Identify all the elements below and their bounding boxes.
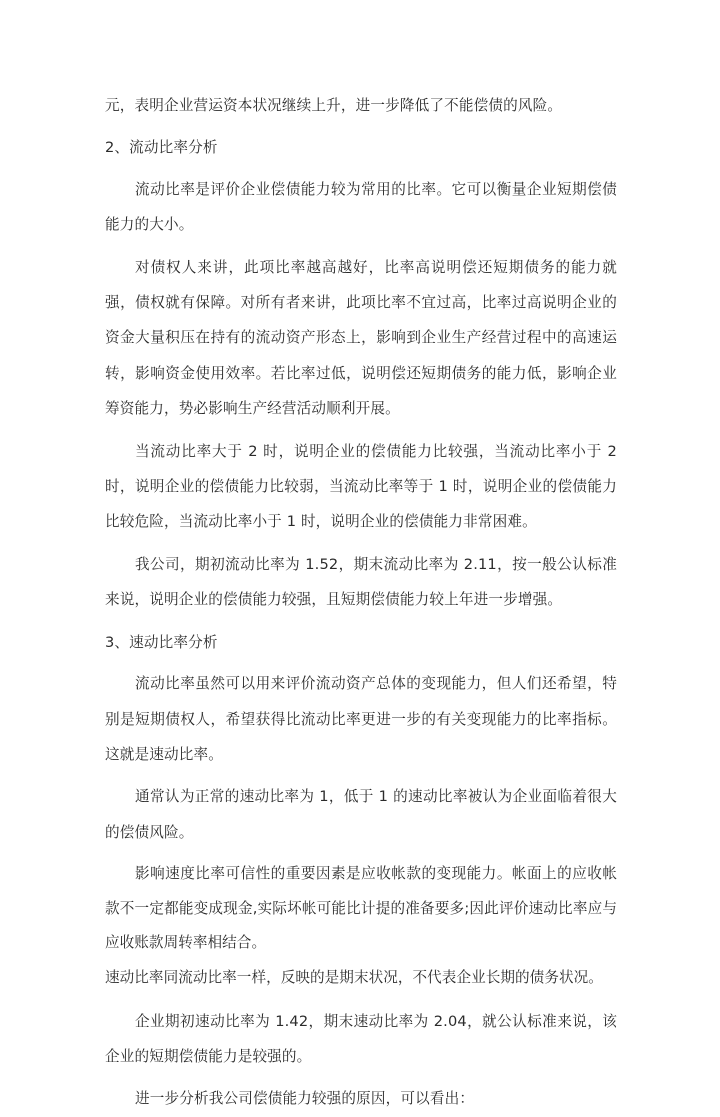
paragraph-working-capital-conclusion: 元，表明企业营运资本状况继续上升，进一步降低了不能偿债的风险。 <box>105 97 563 114</box>
paragraph-quick-ratio-rationale: 流动比率虽然可以用来评价流动资产总体的变现能力，但人们还希望，特别是短期债权人，希望获得比流动比率更进一步的有关变现能力的比率指标。这就是速动比率。 <box>105 675 617 763</box>
paragraph-current-ratio-thresholds: 当流动比率大于 2 时，说明企业的偿债能力比较强，当流动比率小于 2 时，说明企业的偿债能力比较弱，当流动比率等于 1 时，说明企业的偿债能力比较危险，当流动比率小于 1 时，说明企业的偿债能力非常困难。 <box>105 442 617 531</box>
paragraph-quick-ratio-period-end: 速动比率同流动比率一样，反映的是期末状况，不代表企业长期的债务状况。 <box>105 968 603 986</box>
paragraph-quick-ratio-norm: 通常认为正常的速动比率为 1，低于 1 的速动比率被认为企业面临着很大的偿债风险。 <box>105 788 617 841</box>
paragraph-further-analysis-lead-in: 进一步分析我公司偿债能力较强的原因，可以看出： <box>135 1090 475 1108</box>
paragraph-current-ratio-company-figures: 我公司，期初流动比率为 1.52，期末流动比率为 2.11，按一般公认标准来说，说明企业的偿债能力较强，且短期偿债能力较上年进一步增强。 <box>105 555 617 609</box>
paragraph-quick-ratio-receivables: 影响速度比率可信性的重要因素是应收帐款的变现能力。帐面上的应收帐款不一定都能变成现金,实际坏帐可能比计提的准备要多;因此评价速动比率应与应收账款周转率相结合。 <box>105 865 617 952</box>
paragraph-current-ratio-perspectives: 对债权人来讲，此项比率越高越好，比率高说明偿还短期债务的能力就强，债权就有保障。对所有者来讲，此项比率不宜过高，比率过高说明企业的资金大量积压在持有的流动资产形态上，影响到企业生产经营过程中的高速运转，影响资金使用效率。若比率过低，说明偿还短期债务的能力低，影响企业筹资能力，势必影响生产经营活动顺利开展。 <box>105 258 617 418</box>
paragraph-quick-ratio-company-figures: 企业期初速动比率为 1.42，期末速动比率为 2.04，就公认标准来说，该企业的短期偿债能力是较强的。 <box>105 1012 617 1065</box>
heading-current-ratio-analysis: 2、流动比率分析 <box>105 139 218 157</box>
heading-quick-ratio-analysis: 3、速动比率分析 <box>105 633 218 651</box>
document-body <box>105 88 617 1117</box>
paragraph-current-ratio-definition: 流动比率是评价企业偿债能力较为常用的比率。它可以衡量企业短期偿债能力的大小。 <box>105 180 617 234</box>
